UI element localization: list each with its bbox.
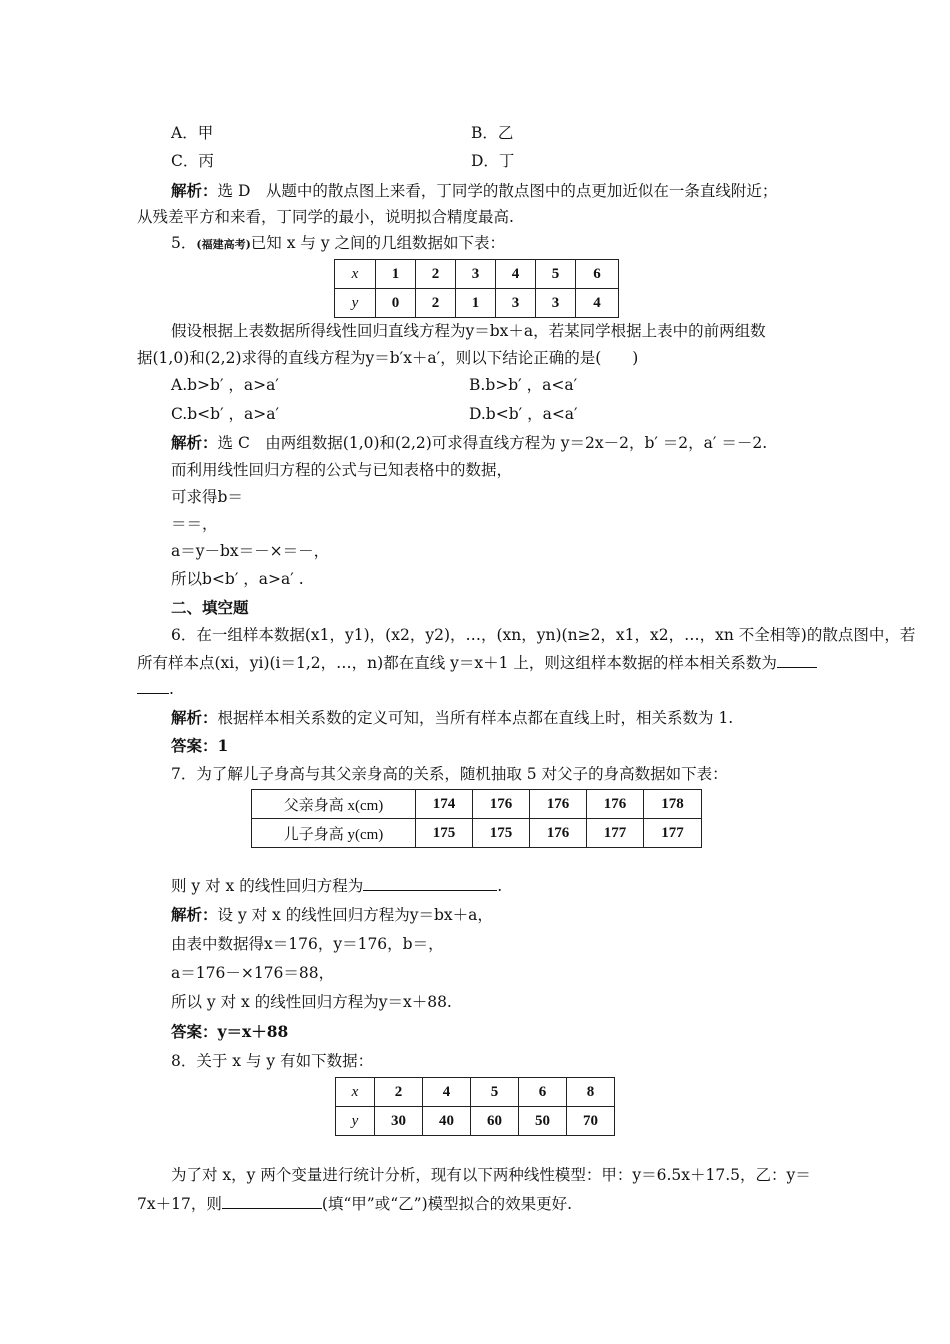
question-end: .: [497, 877, 503, 895]
table-row: [252, 819, 702, 848]
table-header: y: [335, 289, 376, 318]
table-cell: 6: [519, 1078, 567, 1107]
table-cell: 176: [473, 790, 530, 819]
q4-analysis-line1: [171, 180, 777, 202]
table-cell: 4: [576, 289, 619, 318]
analysis-text: 设 y 对 x 的线性回归方程为y＝bx＋a，: [217, 906, 493, 924]
table-header: x: [336, 1078, 375, 1107]
table-row: [335, 260, 619, 289]
table-cell: 176: [530, 790, 587, 819]
table-cell: 60: [471, 1107, 519, 1136]
table-cell: 3: [496, 289, 536, 318]
q5-option-a: A.b>b′ ，a>a′: [171, 376, 279, 394]
table-cell: 177: [587, 819, 644, 848]
table-cell: 1: [456, 289, 496, 318]
q7-analysis-line4: 所以 y 对 x 的线性回归方程为y＝x＋88.: [171, 993, 452, 1011]
q5-analysis-line5: a＝y－bx＝－×＝－，: [171, 542, 330, 560]
analysis-label: 解析：: [171, 181, 218, 200]
question-end: (填“甲”或“乙”)模型拟合的效果更好.: [321, 1195, 573, 1213]
table-cell: 3: [456, 260, 496, 289]
analysis-text: 选 C 由两组数据(1,0)和(2,2)可求得直线方程为 y＝2x－2，b′ ＝2，a′ ＝－2.: [217, 434, 768, 452]
table-cell: 30: [375, 1107, 423, 1136]
table-cell: 2: [416, 289, 456, 318]
analysis-label: 解析：: [171, 433, 218, 452]
q5-option-c: C.b<b′ ，a>a′: [171, 405, 280, 423]
q7-analysis-line1: [171, 904, 493, 926]
table-cell: 2: [375, 1078, 423, 1107]
question-text: 则 y 对 x 的线性回归方程为: [171, 877, 364, 895]
table-header: 父亲身高 x(cm): [252, 790, 416, 819]
analysis-text: 根据样本相关系数的定义可知，当所有样本点都在直线上时，相关系数为 1.: [217, 709, 734, 727]
table-cell: 1: [376, 260, 416, 289]
table-cell: 70: [567, 1107, 615, 1136]
question-text: 7x＋17，则: [137, 1195, 222, 1213]
analysis-text: 选 D 从题中的散点图上来看，丁同学的散点图中的点更加近似在一条直线附近；: [217, 182, 778, 200]
table-cell: 50: [519, 1107, 567, 1136]
q5-analysis-line2: 而利用线性回归方程的公式与已知表格中的数据，: [171, 461, 513, 479]
table-cell: 176: [587, 790, 644, 819]
question-text: 所有样本点(xi，yi)(i＝1,2，…，n)都在直线 y＝x＋1 上，则这组样本数据的样本相关系数为: [137, 654, 777, 672]
table-cell: 178: [644, 790, 702, 819]
q5-analysis-line6: 所以b<b′ ，a>a′ .: [171, 570, 304, 588]
table-row: [336, 1078, 615, 1107]
q4-analysis-line2: 从残差平方和来看，丁同学的最小，说明拟合精度最高.: [137, 208, 514, 226]
q5-analysis-line4: ＝＝，: [171, 515, 218, 533]
source-tag: (福建高考): [196, 238, 251, 251]
table-cell: 175: [416, 819, 473, 848]
q8-line1: 为了对 x，y 两个变量进行统计分析，现有以下两种线性模型：甲：y＝6.5x＋17.5，乙：y＝: [171, 1166, 811, 1184]
answer-label: 答案：: [171, 1022, 218, 1041]
q7-stem: 7．为了解儿子身高与其父亲身高的关系，随机抽取 5 对父子的身高数据如下表：: [171, 765, 728, 783]
q7-question: [171, 875, 502, 897]
answer-blank: [222, 1193, 322, 1209]
q5-stem-line3: 据(1,0)和(2,2)求得的直线方程为y＝b′x＋a′，则以下结论正确的是( ): [137, 349, 639, 367]
q5-analysis-line3: 可求得b＝: [171, 488, 243, 506]
q7-analysis-line3: a＝176－×176＝88，: [171, 964, 335, 982]
answer-blank: [363, 875, 497, 891]
table-cell: 5: [536, 260, 576, 289]
table-row: [335, 289, 619, 318]
q6-answer: [171, 735, 228, 757]
q5-option-b: B.b>b′ ，a<a′: [469, 376, 578, 394]
q8-line2: [137, 1193, 572, 1215]
q4-option-a: A．甲: [171, 124, 214, 142]
table-cell: 3: [536, 289, 576, 318]
q5-data-table: [334, 259, 619, 318]
q5-option-d: D.b<b′ ，a<a′: [469, 405, 578, 423]
table-cell: 4: [423, 1078, 471, 1107]
table-cell: 8: [567, 1078, 615, 1107]
analysis-label: 解析：: [171, 905, 218, 924]
q7-answer: [171, 1021, 288, 1043]
table-header: 儿子身高 y(cm): [252, 819, 416, 848]
answer-blank: [137, 678, 169, 694]
q6-stem-line2: [137, 652, 817, 674]
q4-option-b: B．乙: [471, 124, 514, 142]
table-header: y: [336, 1107, 375, 1136]
q6-analysis: [171, 707, 733, 729]
table-cell: 0: [376, 289, 416, 318]
table-cell: 175: [473, 819, 530, 848]
table-cell: 174: [416, 790, 473, 819]
question-number: 5．: [171, 234, 197, 252]
table-cell: 176: [530, 819, 587, 848]
q8-data-table: [335, 1077, 615, 1136]
q5-stem: [171, 232, 505, 256]
q5-analysis-line1: [171, 432, 767, 454]
table-cell: 40: [423, 1107, 471, 1136]
answer-blank: [777, 652, 817, 668]
table-header: x: [335, 260, 376, 289]
table-cell: 4: [496, 260, 536, 289]
table-cell: 5: [471, 1078, 519, 1107]
question-text: 已知 x 与 y 之间的几组数据如下表：: [250, 234, 506, 252]
q4-option-c: C．丙: [171, 152, 214, 170]
table-cell: 6: [576, 260, 619, 289]
q7-analysis-line2: 由表中数据得x＝176，y＝176，b＝，: [171, 935, 444, 953]
question-end: .: [169, 680, 174, 698]
q8-stem: 8．关于 x 与 y 有如下数据：: [171, 1052, 374, 1070]
table-row: [336, 1107, 615, 1136]
answer-value: y＝x＋88: [217, 1022, 289, 1041]
analysis-label: 解析：: [171, 708, 218, 727]
q6-stem-line3: [137, 678, 174, 700]
q5-stem-line2: 假设根据上表数据所得线性回归直线方程为y＝bx＋a，若某同学根据上表中的前两组数: [171, 322, 766, 340]
table-row: [252, 790, 702, 819]
table-cell: 177: [644, 819, 702, 848]
answer-value: 1: [217, 736, 229, 755]
section-title: 二、填空题: [171, 598, 249, 617]
q4-option-d: D．丁: [471, 152, 515, 170]
q7-data-table: [251, 789, 702, 848]
q6-stem-line1: 6．在一组样本数据(x1，y1)，(x2，y2)，…，(xn，yn)(n≥2，x1，x2，…，xn 不全相等)的散点图中，若: [171, 626, 916, 644]
answer-label: 答案：: [171, 736, 218, 755]
table-cell: 2: [416, 260, 456, 289]
